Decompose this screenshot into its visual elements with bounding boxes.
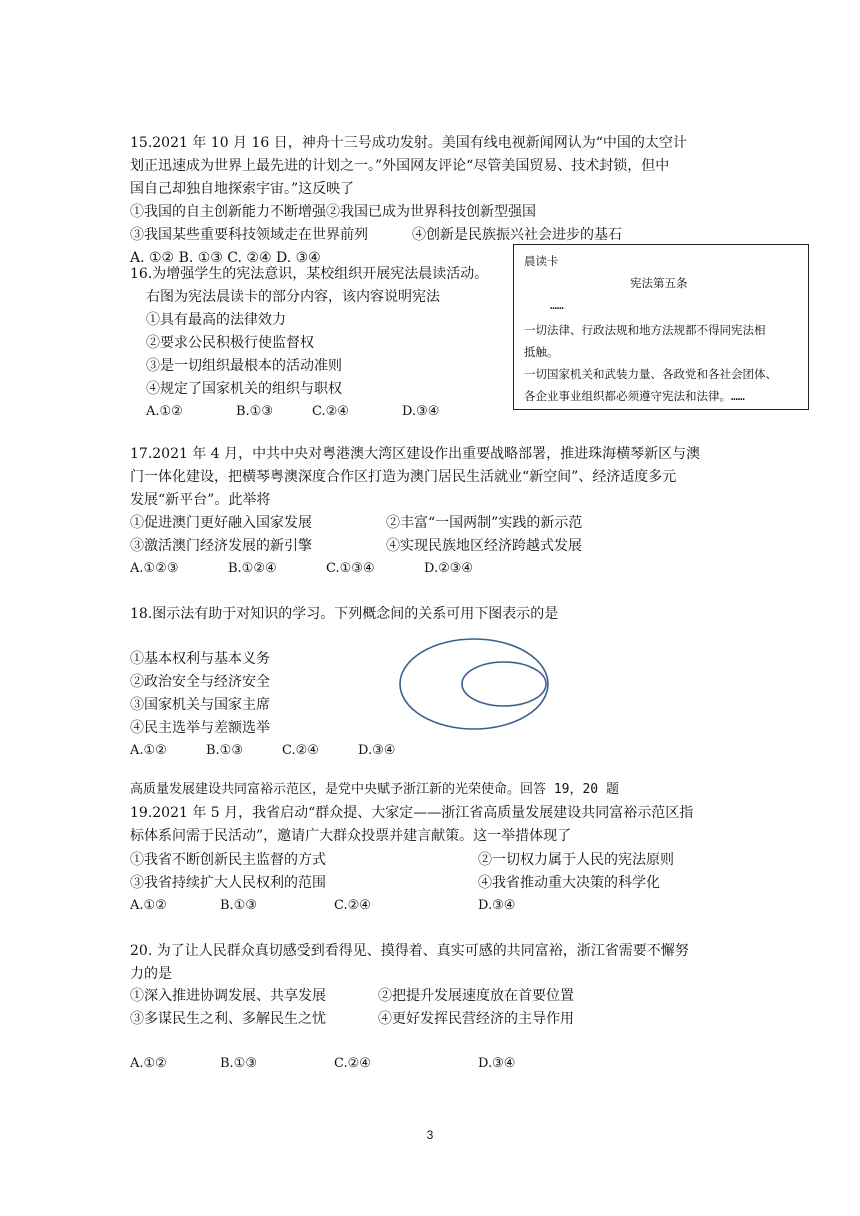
- choice-a: A.①②③: [130, 561, 179, 576]
- option-2: ②一切权力属于人民的宪法原则: [478, 852, 674, 868]
- answer-choices: [130, 741, 395, 761]
- question-stem: 标体系问需于民活动”，邀请广大群众投票并建言献策。这一举措体现了: [130, 828, 572, 844]
- reading-card: [513, 244, 809, 410]
- answer-choices: [146, 402, 439, 422]
- choice-d: D.③④: [478, 1056, 516, 1071]
- question-stem: 门一体化建设，把横琴粤澳深度合作区打造为澳门居民生活就业“新空间”、经济适度多元: [130, 469, 677, 485]
- option-3: ③多谋民生之利、多解民生之忧: [130, 1011, 326, 1027]
- option-2: ②丰富“一国两制”实践的新示范: [386, 515, 583, 531]
- question-stem: 发展“新平台”。此举将: [130, 492, 271, 508]
- section-intro: 高质量发展建设共同富裕示范区，是党中央赋予浙江新的光荣使命。回答 19，20 题: [130, 782, 619, 797]
- choice-c: C.②④: [334, 1056, 371, 1071]
- option-1: ①深入推进协调发展、共享发展: [130, 988, 326, 1004]
- card-line: 抵触。: [524, 345, 559, 359]
- answer-choices: A. ①② B. ①③ C. ②④ D. ③④: [130, 250, 321, 266]
- option-2: ②我国已成为世界科技创新型强国: [326, 204, 536, 220]
- option-1: ①我国的自主创新能力不断增强: [130, 204, 326, 220]
- choice-b: B.①②④: [228, 561, 277, 576]
- option-4: ④民主选举与差额选举: [130, 720, 270, 736]
- option-3: ③激活澳门经济发展的新引擎: [130, 538, 312, 554]
- options-row: [130, 1009, 574, 1029]
- choice-b: B.①③: [236, 404, 273, 419]
- question-stem: 20. 为了让人民群众真切感受到看得见、摸得着、真实可感的共同富裕，浙江省需要不懈努: [130, 943, 689, 959]
- choice-c: C.①③④: [326, 561, 375, 576]
- card-ellipsis: ……: [550, 298, 564, 312]
- option-3: ③是一切组织最根本的活动准则: [146, 358, 342, 374]
- option-2: ②政治安全与经济安全: [130, 674, 270, 690]
- option-4: ④创新是民族振兴社会进步的基石: [412, 227, 622, 243]
- options-row: [130, 986, 574, 1006]
- page-number: 3: [426, 1128, 434, 1142]
- option-4: ④实现民族地区经济跨越式发展: [386, 538, 582, 554]
- option-1: ①基本权利与基本义务: [130, 651, 270, 667]
- question-stem: 右图为宪法晨读卡的部分内容，该内容说明宪法: [146, 289, 440, 305]
- option-2: ②把提升发展速度放在首要位置: [378, 988, 574, 1004]
- options-row: [130, 202, 536, 222]
- answer-choices: [130, 896, 515, 916]
- choice-a: A.①②: [130, 898, 167, 913]
- card-label: 晨读卡: [524, 254, 559, 268]
- option-3: ③我省持续扩大人民权利的范围: [130, 875, 326, 891]
- choice-a: A.①②: [130, 743, 167, 758]
- choice-d: D.②③④: [424, 561, 474, 576]
- question-stem: 17.2021 年 4 月，中共中央对粤港澳大湾区建设作出重要战略部署，推进珠海横琴新区与澳: [130, 446, 701, 462]
- question-stem: 18.图示法有助于对知识的学习。下列概念间的关系可用下图表示的是: [130, 606, 559, 622]
- option-3: ③国家机关与国家主席: [130, 697, 270, 713]
- card-title: 宪法第五条: [630, 276, 688, 290]
- question-stem: 19.2021 年 5 月，我省启动“群众提、大家定——浙江省高质量发展建设共同富裕示范区指: [130, 805, 694, 821]
- options-row: [130, 873, 660, 893]
- question-stem: 力的是: [130, 966, 172, 982]
- option-4: ④规定了国家机关的组织与职权: [146, 381, 342, 397]
- choice-d: D.③④: [402, 404, 440, 419]
- question-stem: 国自己却独自地探索宇宙。”这反映了: [130, 181, 355, 197]
- choice-b: B.①③: [220, 898, 257, 913]
- card-line: 各企业事业组织都必须遵守宪法和法律。……: [524, 389, 745, 403]
- question-stem: 15.2021 年 10 月 16 日，神舟十三号成功发射。美国有线电视新闻网认为“中国的太空计: [130, 135, 687, 151]
- options-row: [130, 225, 622, 245]
- choice-d: D.③④: [478, 898, 516, 913]
- inner-ellipse: [462, 662, 546, 706]
- card-line: 一切法律、行政法规和地方法规都不得同宪法相: [524, 323, 766, 337]
- card-line: 一切国家机关和武装力量、各政党和各社会团体、: [524, 367, 777, 381]
- nested-ellipses-diagram: [398, 637, 550, 731]
- choice-a: A.①②: [130, 1056, 167, 1071]
- choice-b: B.①③: [206, 743, 243, 758]
- choice-c: C.②④: [334, 898, 371, 913]
- choice-a: A.①②: [146, 404, 183, 419]
- option-4: ④更好发挥民营经济的主导作用: [378, 1011, 574, 1027]
- choice-b: B.①③: [220, 1056, 257, 1071]
- choice-d: D.③④: [358, 743, 396, 758]
- question-stem: 16.为增强学生的宪法意识，某校组织开展宪法晨读活动。: [130, 266, 489, 282]
- option-2: ②要求公民积极行使监督权: [146, 335, 314, 351]
- options-row: [130, 850, 674, 870]
- outer-ellipse: [400, 639, 548, 729]
- choice-c: C.②④: [282, 743, 319, 758]
- answer-choices: [130, 1054, 515, 1074]
- option-3: ③我国某些重要科技领域走在世界前列: [130, 227, 368, 243]
- options-row: [130, 536, 582, 556]
- option-1: ①我省不断创新民主监督的方式: [130, 852, 326, 868]
- question-stem: 划正迅速成为世界上最先进的计划之一。”外国网友评论“尽管美国贸易、技术封锁，但中: [130, 158, 670, 174]
- option-1: ①具有最高的法律效力: [146, 312, 286, 328]
- option-1: ①促进澳门更好融入国家发展: [130, 515, 312, 531]
- options-row: [130, 513, 582, 533]
- option-4: ④我省推动重大决策的科学化: [478, 875, 660, 891]
- choice-c: C.②④: [312, 404, 349, 419]
- answer-choices: [130, 559, 473, 579]
